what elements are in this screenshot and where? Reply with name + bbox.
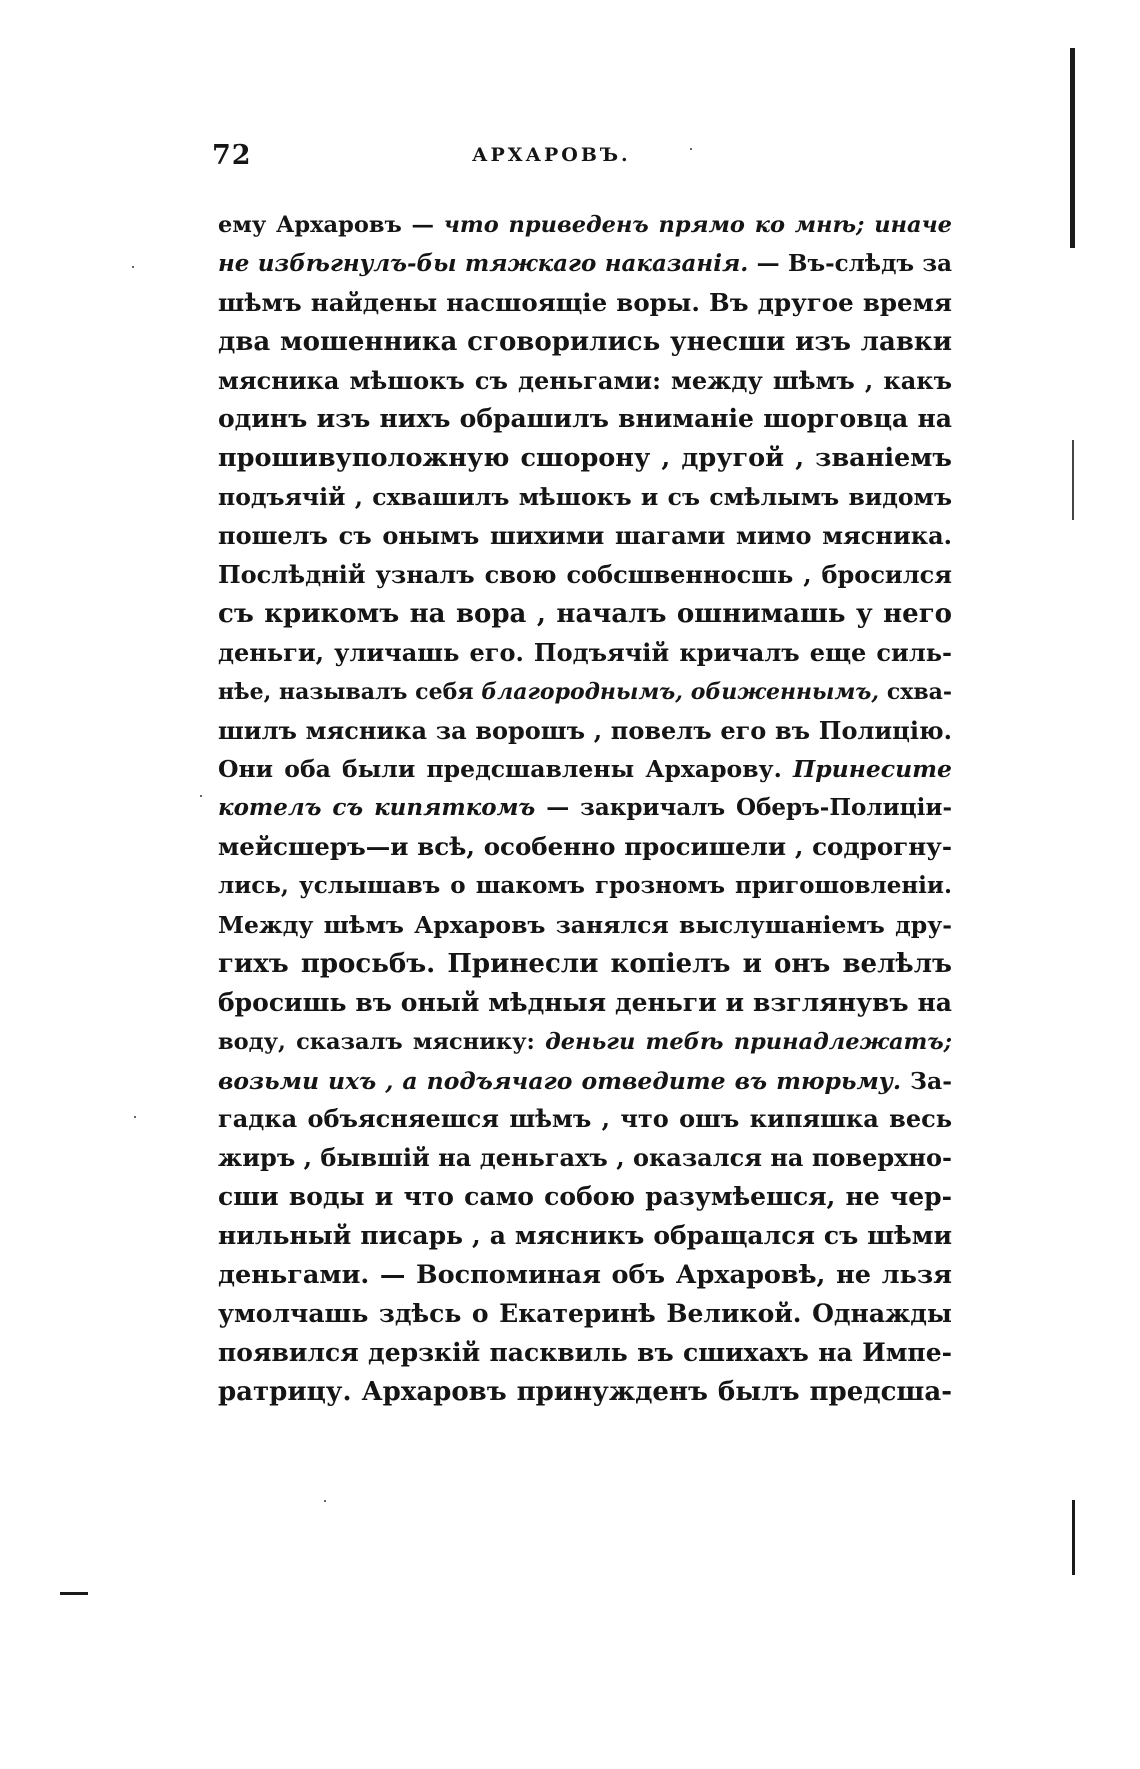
text-line	[218, 439, 952, 478]
text-line	[218, 750, 952, 789]
text-line	[218, 712, 952, 751]
text-line	[218, 1139, 952, 1178]
text-line	[218, 556, 952, 595]
text-segment: — закричалъ Оберъ-Полиціи-	[535, 794, 952, 822]
text-line	[218, 400, 952, 439]
text-line	[218, 867, 952, 906]
text-segment: бросишь въ оный мѣдныя деньги и взглянувъ на	[218, 987, 952, 1017]
text-segment: гихъ просьбъ. Принесли копіелъ и онъ велѣлъ	[218, 948, 952, 979]
text-line	[218, 984, 952, 1023]
text-line	[218, 1256, 952, 1295]
scan-speck	[134, 1116, 136, 1118]
text-segment: воду, сказалъ мяснику:	[218, 1028, 546, 1055]
text-line	[218, 517, 952, 556]
text-line	[218, 1373, 952, 1412]
italic-segment: что приведенъ прямо ко мнѣ; иначе	[443, 212, 952, 238]
text-line	[218, 595, 952, 634]
italic-segment: котелъ съ кипяткомъ	[218, 794, 536, 822]
text-line	[218, 323, 952, 362]
scan-edge-mark	[1072, 440, 1074, 520]
text-segment: лись, услышавъ о шакомъ грозномъ пригошовленіи.	[218, 872, 952, 900]
text-segment: умолчашь здѣсь о Екатеринѣ Великой. Однажды	[218, 1298, 952, 1328]
page-number: 72	[212, 140, 252, 171]
text-line	[218, 362, 952, 401]
scan-speck	[200, 795, 202, 797]
text-line	[218, 245, 952, 284]
text-segment: деньги, уличашь его. Подъячій кричалъ еще силь-	[218, 637, 952, 667]
text-segment: пошелъ съ онымъ шихими шагами мимо мясника.	[218, 521, 952, 551]
running-head	[212, 140, 950, 180]
text-segment: схва-	[879, 678, 952, 705]
text-segment: съ крикомъ на вора , началъ ошнимашь у него	[218, 598, 952, 629]
text-segment: Послѣдній узналъ свою собсшвенносшь , бросился	[218, 560, 952, 590]
text-segment: деньгами. — Воспоминая объ Архаровѣ, не льзя	[218, 1260, 952, 1291]
text-segment: одинъ изъ нихъ обрашилъ вниманіе шорговца на	[218, 404, 952, 434]
text-segment: сши воды и что само собою разумѣешся, не чер-	[218, 1182, 952, 1212]
text-segment: Они оба были предсшавлены Архарову.	[218, 755, 793, 784]
text-segment: жиръ , бывшій на деньгахъ , оказался на поверхно-	[218, 1143, 952, 1173]
text-line	[218, 1217, 952, 1256]
scan-edge-mark	[60, 1592, 88, 1595]
text-line	[218, 1100, 952, 1139]
text-segment: два мошенника сговорились унесши изъ лавки	[218, 326, 952, 357]
text-segment: шѣмъ найдены насшоящіе воры. Въ другое время	[218, 287, 952, 317]
text-segment: Между шѣмъ Архаровъ занялся выслушаніемъ дру-	[218, 911, 952, 940]
text-line	[218, 634, 952, 673]
text-segment: мейсшеръ—и всѣ, особенно просишели , содрогну-	[218, 832, 952, 862]
text-line	[218, 1023, 952, 1062]
text-line	[218, 1062, 952, 1101]
text-segment: гадка объясняешся шѣмъ , что ошъ кипяшка весь	[218, 1104, 952, 1134]
scan-speck	[690, 148, 692, 150]
text-line	[218, 206, 952, 245]
italic-segment: не избѣгнулъ-бы тяжкаго наказанія.	[218, 249, 749, 277]
italic-segment: деньги тебѣ принадлежатъ;	[545, 1028, 952, 1055]
text-segment: нѣе, называлъ себя	[218, 678, 482, 705]
text-segment: ратрицу. Архаровъ принужденъ былъ предсша-	[218, 1376, 952, 1407]
body-text	[218, 206, 952, 1412]
italic-segment: возьми ихъ , а подъячаго отведите въ тюрьму.	[218, 1066, 902, 1095]
scan-speck	[132, 266, 134, 268]
italic-segment: Принесите	[792, 755, 952, 784]
text-segment: ему Архаровъ —	[218, 212, 444, 238]
scan-edge-mark	[1072, 1500, 1075, 1575]
text-segment: нильный писарь , а мясникъ обращался съ шѣми	[218, 1221, 952, 1251]
scan-edge-mark	[1070, 48, 1075, 248]
text-line	[218, 673, 952, 712]
text-segment: подъячій , схвашилъ мѣшокъ и съ смѣлымъ видомъ	[218, 483, 952, 512]
text-segment: шилъ мясника за ворошъ , повелъ его въ Полицію.	[218, 715, 952, 745]
text-line	[218, 789, 952, 828]
running-title: АРХАРОВЪ.	[472, 144, 631, 166]
text-line	[218, 1334, 952, 1373]
text-segment: — Въ-слѣдъ за	[748, 249, 953, 277]
italic-segment: благороднымъ, обиженнымъ,	[481, 678, 880, 705]
text-line	[218, 945, 952, 984]
text-line	[218, 828, 952, 867]
scan-speck	[324, 1500, 326, 1502]
text-segment: мясника мѣшокъ съ деньгами: между шѣмъ , какъ	[218, 365, 952, 395]
text-line	[218, 478, 952, 517]
text-segment: За-	[901, 1066, 952, 1095]
text-line	[218, 284, 952, 323]
text-line	[218, 1178, 952, 1217]
text-line	[218, 906, 952, 945]
text-segment: появился дерзкій пасквиль въ сшихахъ на Импе-	[218, 1337, 952, 1367]
text-segment: прошивуположную сшорону , другой , званіемъ	[218, 443, 952, 474]
text-line	[218, 1295, 952, 1334]
